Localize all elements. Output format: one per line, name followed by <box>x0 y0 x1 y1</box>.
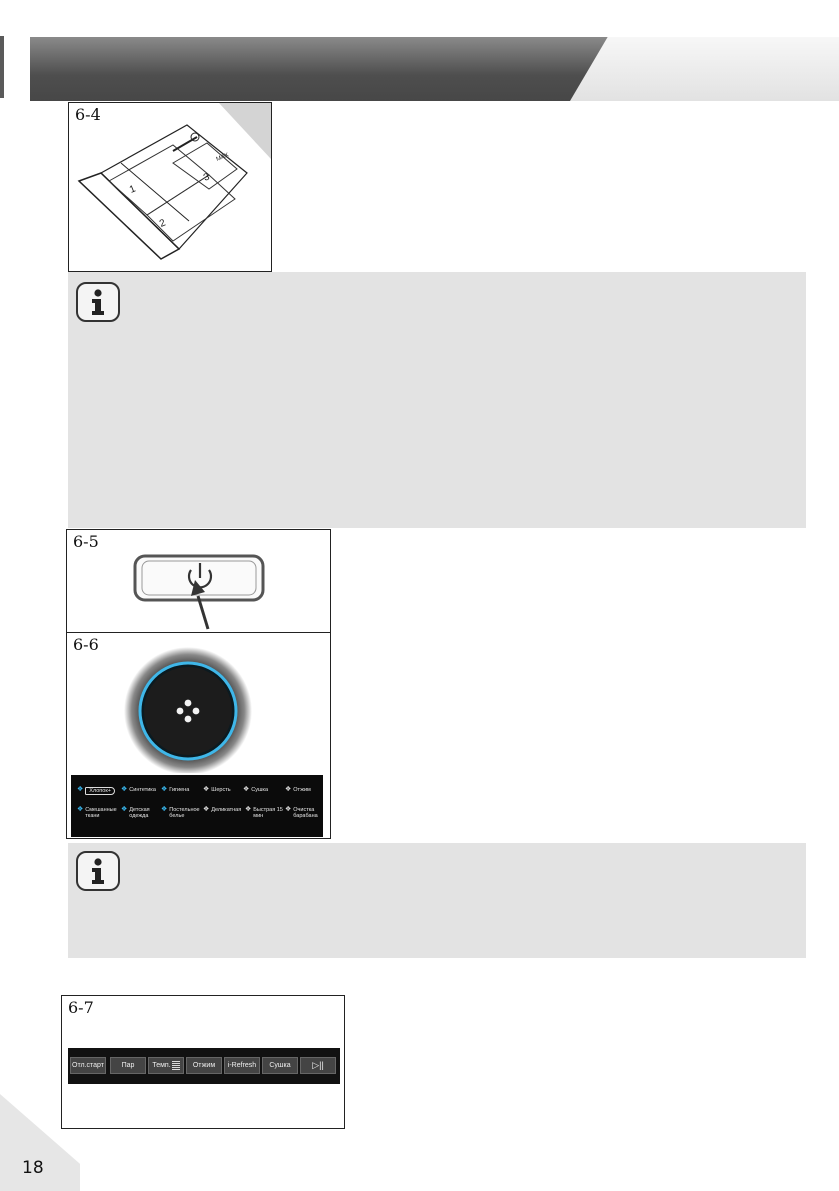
figure-6-7 <box>61 995 345 1129</box>
figure-label: 6-5 <box>73 532 99 551</box>
header-bar <box>30 37 610 101</box>
power-button-illustration <box>67 530 330 633</box>
program-item[interactable]: ❖ Детская одежда <box>121 806 150 819</box>
detergent-drawer-illustration <box>69 103 271 271</box>
program-item[interactable]: ❖ Постельное белье <box>161 806 200 819</box>
program-item[interactable]: ❖ Очистка барабана <box>285 806 318 819</box>
spin-button[interactable]: Отжим <box>186 1057 222 1074</box>
program-knob[interactable] <box>67 633 330 773</box>
start-pause-button[interactable]: ▷|| <box>300 1057 336 1074</box>
program-list <box>71 775 323 837</box>
page-number: 18 <box>22 1158 44 1178</box>
figure-6-4 <box>68 102 272 272</box>
figure-6-6 <box>66 632 331 839</box>
info-box-2 <box>68 843 806 958</box>
control-panel <box>68 1048 340 1084</box>
steam-button[interactable]: Пар <box>110 1057 146 1074</box>
program-item[interactable]: ❖ Отжим <box>285 786 311 793</box>
figure-label: 6-4 <box>75 105 101 124</box>
figure-label: 6-6 <box>73 635 99 654</box>
info-icon <box>76 851 120 891</box>
compartment-1-label: 1 <box>128 183 138 196</box>
program-item[interactable]: ❖ Шерсть <box>203 786 231 793</box>
program-item[interactable]: ❖ Быстрая 15 мин <box>245 806 283 819</box>
program-item[interactable]: ❖ Синтетика <box>121 786 156 793</box>
max-mark: MAX <box>215 152 230 163</box>
temperature-button[interactable]: Темп. <box>148 1057 184 1074</box>
program-item[interactable]: ❖ Сушка <box>243 786 269 793</box>
program-item[interactable]: ❖ Хлопок+ <box>77 787 115 795</box>
header-tab <box>570 37 839 101</box>
program-item[interactable]: ❖ Деликатная <box>203 806 242 813</box>
figure-6-5 <box>66 529 331 634</box>
temperature-scale-icon <box>172 1061 180 1070</box>
info-box-1 <box>68 272 806 528</box>
program-item[interactable]: ❖ Смешанные ткани <box>77 806 117 819</box>
info-icon <box>76 282 120 322</box>
compartment-3-label: 3 <box>202 171 212 184</box>
program-item[interactable]: ❖ Гигиена <box>161 786 190 793</box>
delay-start-button[interactable]: Отл.старт <box>70 1057 106 1074</box>
left-edge-mark <box>0 36 4 98</box>
dry-button[interactable]: Сушка <box>262 1057 298 1074</box>
compartment-2-label: 2 <box>158 217 168 230</box>
i-refresh-button[interactable]: i-Refresh <box>224 1057 260 1074</box>
figure-label: 6-7 <box>68 998 94 1017</box>
